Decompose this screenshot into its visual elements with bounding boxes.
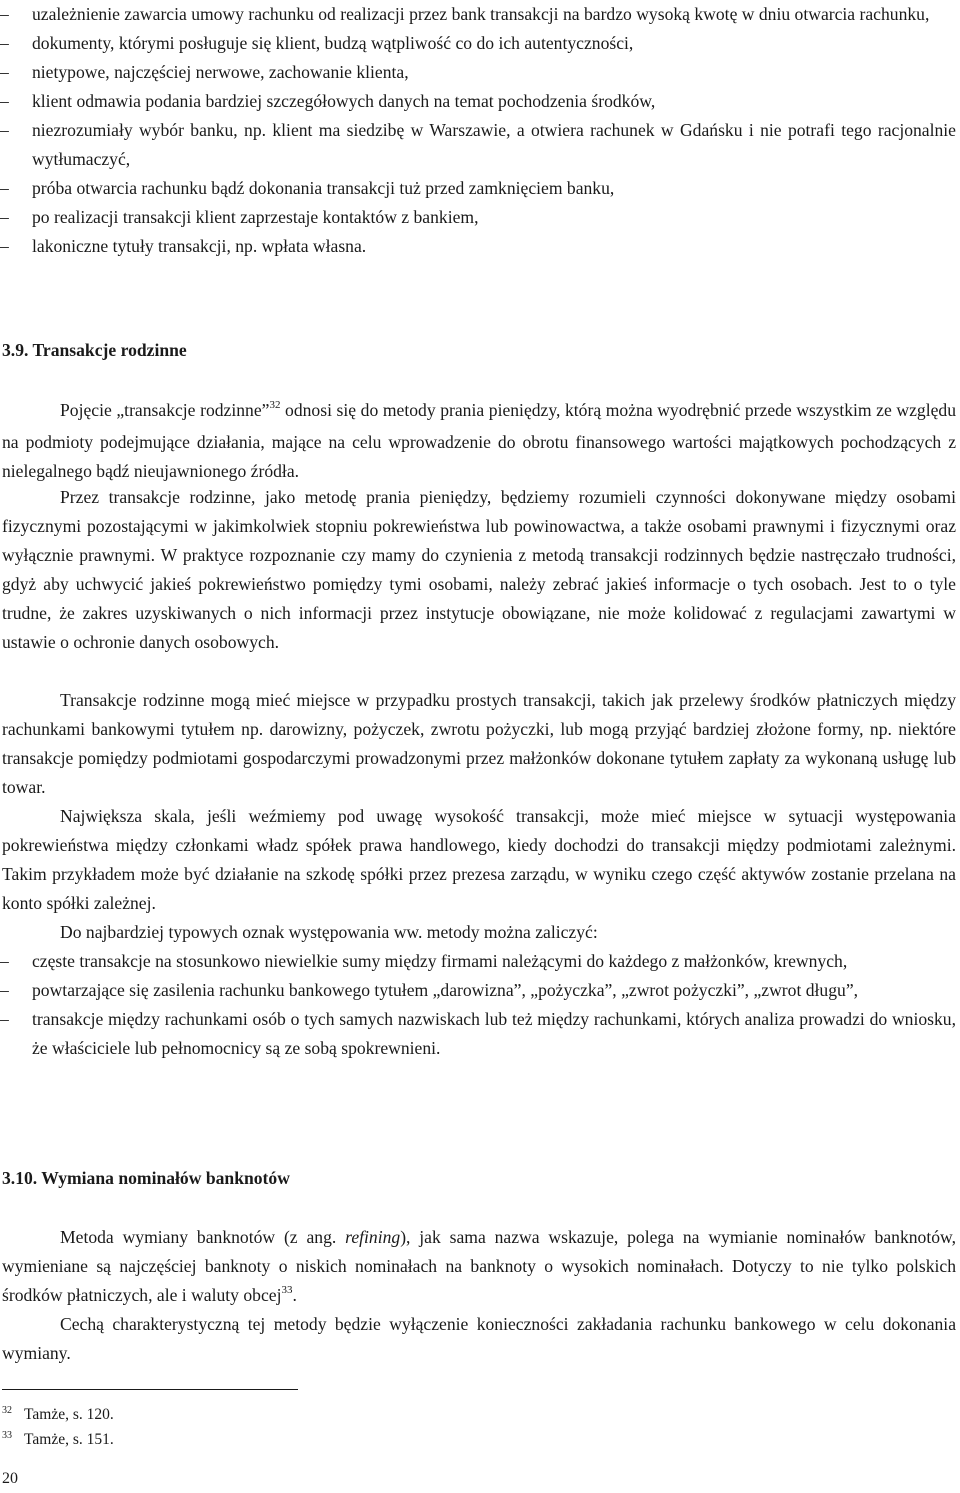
dash-marker: –	[0, 236, 9, 256]
list-item: – częste transakcje na stosunkowo niewielkie sumy między firmami należącymi do każdego z małżonków, krewnych,	[0, 947, 956, 976]
paragraph: Metoda wymiany banknotów (z ang. refining), jak sama nazwa wskazuje, polega na wymianie nominałów banknotów, wymieniane są najczęściej banknoty o niskich nominałach na banknoty o wysokich nominałach. Dotyczy to nie tylko polskich środków płatniczych, ale i waluty obcej$^{33}$.	[2, 1227, 956, 1305]
dash-marker: –	[0, 91, 9, 111]
list-item: – niezrozumiały wybór banku, np. klient ma siedzibę w Warszawie, a otwiera rachunek w Gdańsku i nie potrafi tego racjonalnie wytłumaczyć,	[0, 116, 956, 174]
section-heading-3-10: 3.10. Wymiana nominałów banknotów	[2, 1168, 290, 1188]
dash-marker: –	[0, 62, 9, 82]
list-item: – po realizacji transakcji klient zaprzestaje kontaktów z bankiem,	[0, 203, 956, 232]
dash-marker: –	[0, 980, 9, 1000]
dash-marker: –	[0, 33, 9, 53]
list-item: – powtarzające się zasilenia rachunku bankowego tytułem „darowizna”, „pożyczka”, „zwrot pożyczki”, „zwrot długu”,	[0, 976, 956, 1005]
list-item: – próba otwarcia rachunku bądź dokonania transakcji tuż przed zamknięciem banku,	[0, 174, 956, 203]
paragraph: Cechą charakterystyczną tej metody będzie wyłączenie konieczności zakładania rachunku bankowego w celu dokonania wymiany.	[2, 1314, 956, 1363]
list-item: – lakoniczne tytuły transakcji, np. wpłata własna.	[0, 232, 956, 261]
dash-marker: –	[0, 207, 9, 227]
dash-marker: –	[0, 4, 9, 24]
paragraph: Pojęcie „transakcje rodzinne”$^{32}$ odnosi się do metody prania pieniędzy, którą można wyodrębnić przede wszystkim ze względu na podmioty podejmujące działania, mające na celu wprowadzenie do obrotu finansowego wartości majątkowych pochodzących z nielegalnego bądź nieujawnionego źródła.	[2, 399, 956, 481]
list-item: – uzależnienie zawarcia umowy rachunku od realizacji przez bank transakcji na bardzo wysoką kwotę w dniu otwarcia rachunku,	[0, 0, 956, 29]
typical-signs-list	[0, 947, 960, 1063]
list-item: – transakcje między rachunkami osób o tych samych nazwiskach lub też między rachunkami, których analiza prowadzi do wniosku, że właściciele lub pełnomocnicy są ze sobą spokrewnieni.	[0, 1005, 956, 1063]
dash-marker: –	[0, 951, 9, 971]
warning-signs-list	[0, 0, 960, 261]
dash-marker: –	[0, 120, 9, 140]
list-item: – nietypowe, najczęściej nerwowe, zachowanie klienta,	[0, 58, 956, 87]
paragraph: Transakcje rodzinne mogą mieć miejsce w przypadku prostych transakcji, takich jak przelewy środków płatniczych między rachunkami bankowymi tytułem np. darowizny, pożyczek, zwrotu pożyczki, lub mogą przyjąć bardziej złożone formy, np. niektóre transakcje pomiędzy podmiotami gospodarczymi prowadzonymi przez małżonków dokonane tytułem zapłaty za wykonaną usługę lub towar.	[2, 690, 956, 797]
list-item: – klient odmawia podania bardziej szczegółowych danych na temat pochodzenia środków,	[0, 87, 956, 116]
footnote: $^{33}$ Tamże, s. 151.	[2, 1430, 114, 1448]
footnote-divider	[2, 1389, 298, 1390]
footnote-ref: 33	[281, 1284, 293, 1296]
paragraph: Do najbardziej typowych oznak występowania ww. metody można zaliczyć:	[60, 922, 598, 942]
paragraph: Przez transakcje rodzinne, jako metodę prania pieniędzy, będziemy rozumieli czynności dokonywane między osobami fizycznymi pozostającymi w jakimkolwiek stopniu pokrewieństwa lub powinowactwa, a także osobami prawnymi i fizycznymi oraz wyłącznie prawnymi. W praktyce rozpoznanie czy mamy do czynienia z metodą transakcji rodzinnych będzie nastręczało trudności, gdyż aby uchwycić jakieś pokrewieństwo pomiędzy tymi osobami, należy zebrać jakieś informacje o tych osobach. Jest to o tyle trudne, że zakres uzyskiwanych o nich informacji przez instytucje obowiązane, nie może kolidować z regulacjami zawartymi w ustawie o ochronie danych osobowych.	[2, 487, 956, 652]
section-heading-3-9: 3.9. Transakcje rodzinne	[2, 340, 187, 360]
footnote-ref: 32	[269, 399, 281, 411]
footnote: $^{32}$ Tamże, s. 120.	[2, 1405, 114, 1423]
dash-marker: –	[0, 1009, 9, 1029]
dash-marker: –	[0, 178, 9, 198]
paragraph: Największa skala, jeśli weźmiemy pod uwagę wysokość transakcji, może mieć miejsce w sytuacji występowania pokrewieństwa między członkami władz spółek prawa handlowego, kiedy dochodzi do transakcji między podmiotami zależnymi. Takim przykładem może być działanie na szkodę spółki przez prezesa zarządu, w wyniku czego część aktywów zostanie przelana na konto spółki zależnej.	[2, 806, 956, 913]
list-item: – dokumenty, którymi posługuje się klient, budzą wątpliwość co do ich autentyczności,	[0, 29, 956, 58]
page-number: 20	[2, 1470, 18, 1487]
